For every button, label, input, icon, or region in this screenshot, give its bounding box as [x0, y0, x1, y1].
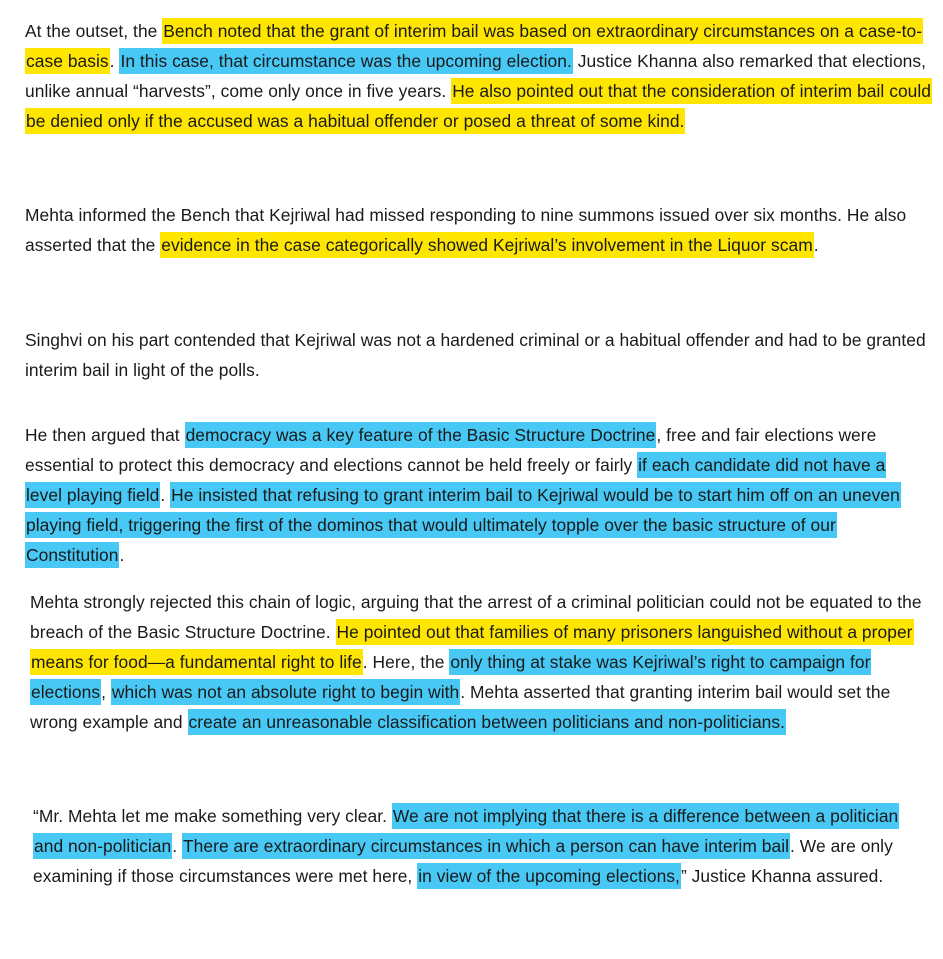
paragraph-3 [25, 325, 930, 385]
highlighted-text: only thing at stake was Kejriwal’s right to campaign for elections [30, 649, 871, 705]
text-segment: . [172, 836, 182, 856]
highlighted-text: democracy was a key feature of the Basic Structure Doctrine [185, 422, 657, 448]
text-segment: Mehta strongly rejected this chain of logic, arguing that the arrest of a criminal politician could not be equated to the breach of the Basic Structure Doctrine. [30, 592, 922, 642]
text-segment: . We are only examining if those circumstances were met here, [33, 836, 893, 886]
highlighted-text: which was not an absolute right to begin with [111, 679, 460, 705]
highlighted-text: create an unreasonable classification between politicians and non-politicians. [188, 709, 787, 735]
highlighted-text: We are not implying that there is a difference between a politician and non-politician [33, 803, 899, 859]
text-segment: Mehta informed the Bench that Kejriwal had missed responding to nine summons issued over six months. He also asserted that the [25, 205, 907, 255]
text-segment: Justice Khanna also remarked that elections, unlike annual “harvests”, come only once in five years. [25, 51, 927, 101]
highlighted-text: There are extraordinary circumstances in which a person can have interim bail [182, 833, 790, 859]
text-segment: Singhvi on his part contended that Kejriwal was not a hardened criminal or a habitual offender and had to be granted interim bail in light of the polls. [25, 330, 926, 380]
paragraph-1 [25, 16, 935, 136]
highlighted-text: He pointed out that families of many prisoners languished without a proper means for food—a fundamental right to life [30, 619, 914, 675]
text-segment: . [119, 545, 125, 565]
paragraph-2 [25, 200, 925, 260]
text-segment: . Here, the [362, 652, 450, 672]
highlighted-text: He insisted that refusing to grant interim bail to Kejriwal would be to start him off on an uneven playing field, triggering the first of the dominos that would ultimately topple over the basic structure of our Constitution [25, 482, 901, 568]
text-segment: He then argued that [25, 425, 185, 445]
highlighted-text: in view of the upcoming elections, [417, 863, 681, 889]
highlighted-text: Bench noted that the grant of interim bail was based on extraordinary circumstances on a case-to-case basis [25, 18, 923, 74]
highlighted-text: He also pointed out that the consideration of interim bail could be denied only if the accused was a habitual offender or posed a threat of some kind. [25, 78, 932, 134]
text-segment: . [109, 51, 120, 71]
highlighted-text: In this case, that circumstance was the upcoming election. [119, 48, 572, 74]
text-segment: . [160, 485, 171, 505]
text-segment: , free and fair elections were essential to protect this democracy and elections cannot be held freely or fairly [25, 425, 877, 475]
text-segment: At the outset, the [25, 21, 163, 41]
paragraph-4 [25, 420, 925, 570]
paragraph-5 [30, 587, 930, 737]
highlighted-text: if each candidate did not have a level playing field [25, 452, 886, 508]
text-segment: . [813, 235, 819, 255]
text-segment: , [101, 682, 111, 702]
text-segment: ” Justice Khanna assured. [680, 866, 884, 886]
highlighted-text: evidence in the case categorically showed Kejriwal’s involvement in the Liquor scam [160, 232, 813, 258]
paragraph-6-quote [33, 801, 928, 891]
text-segment: “Mr. Mehta let me make something very clear. [33, 806, 392, 826]
text-segment: . Mehta asserted that granting interim bail would set the wrong example and [30, 682, 891, 732]
